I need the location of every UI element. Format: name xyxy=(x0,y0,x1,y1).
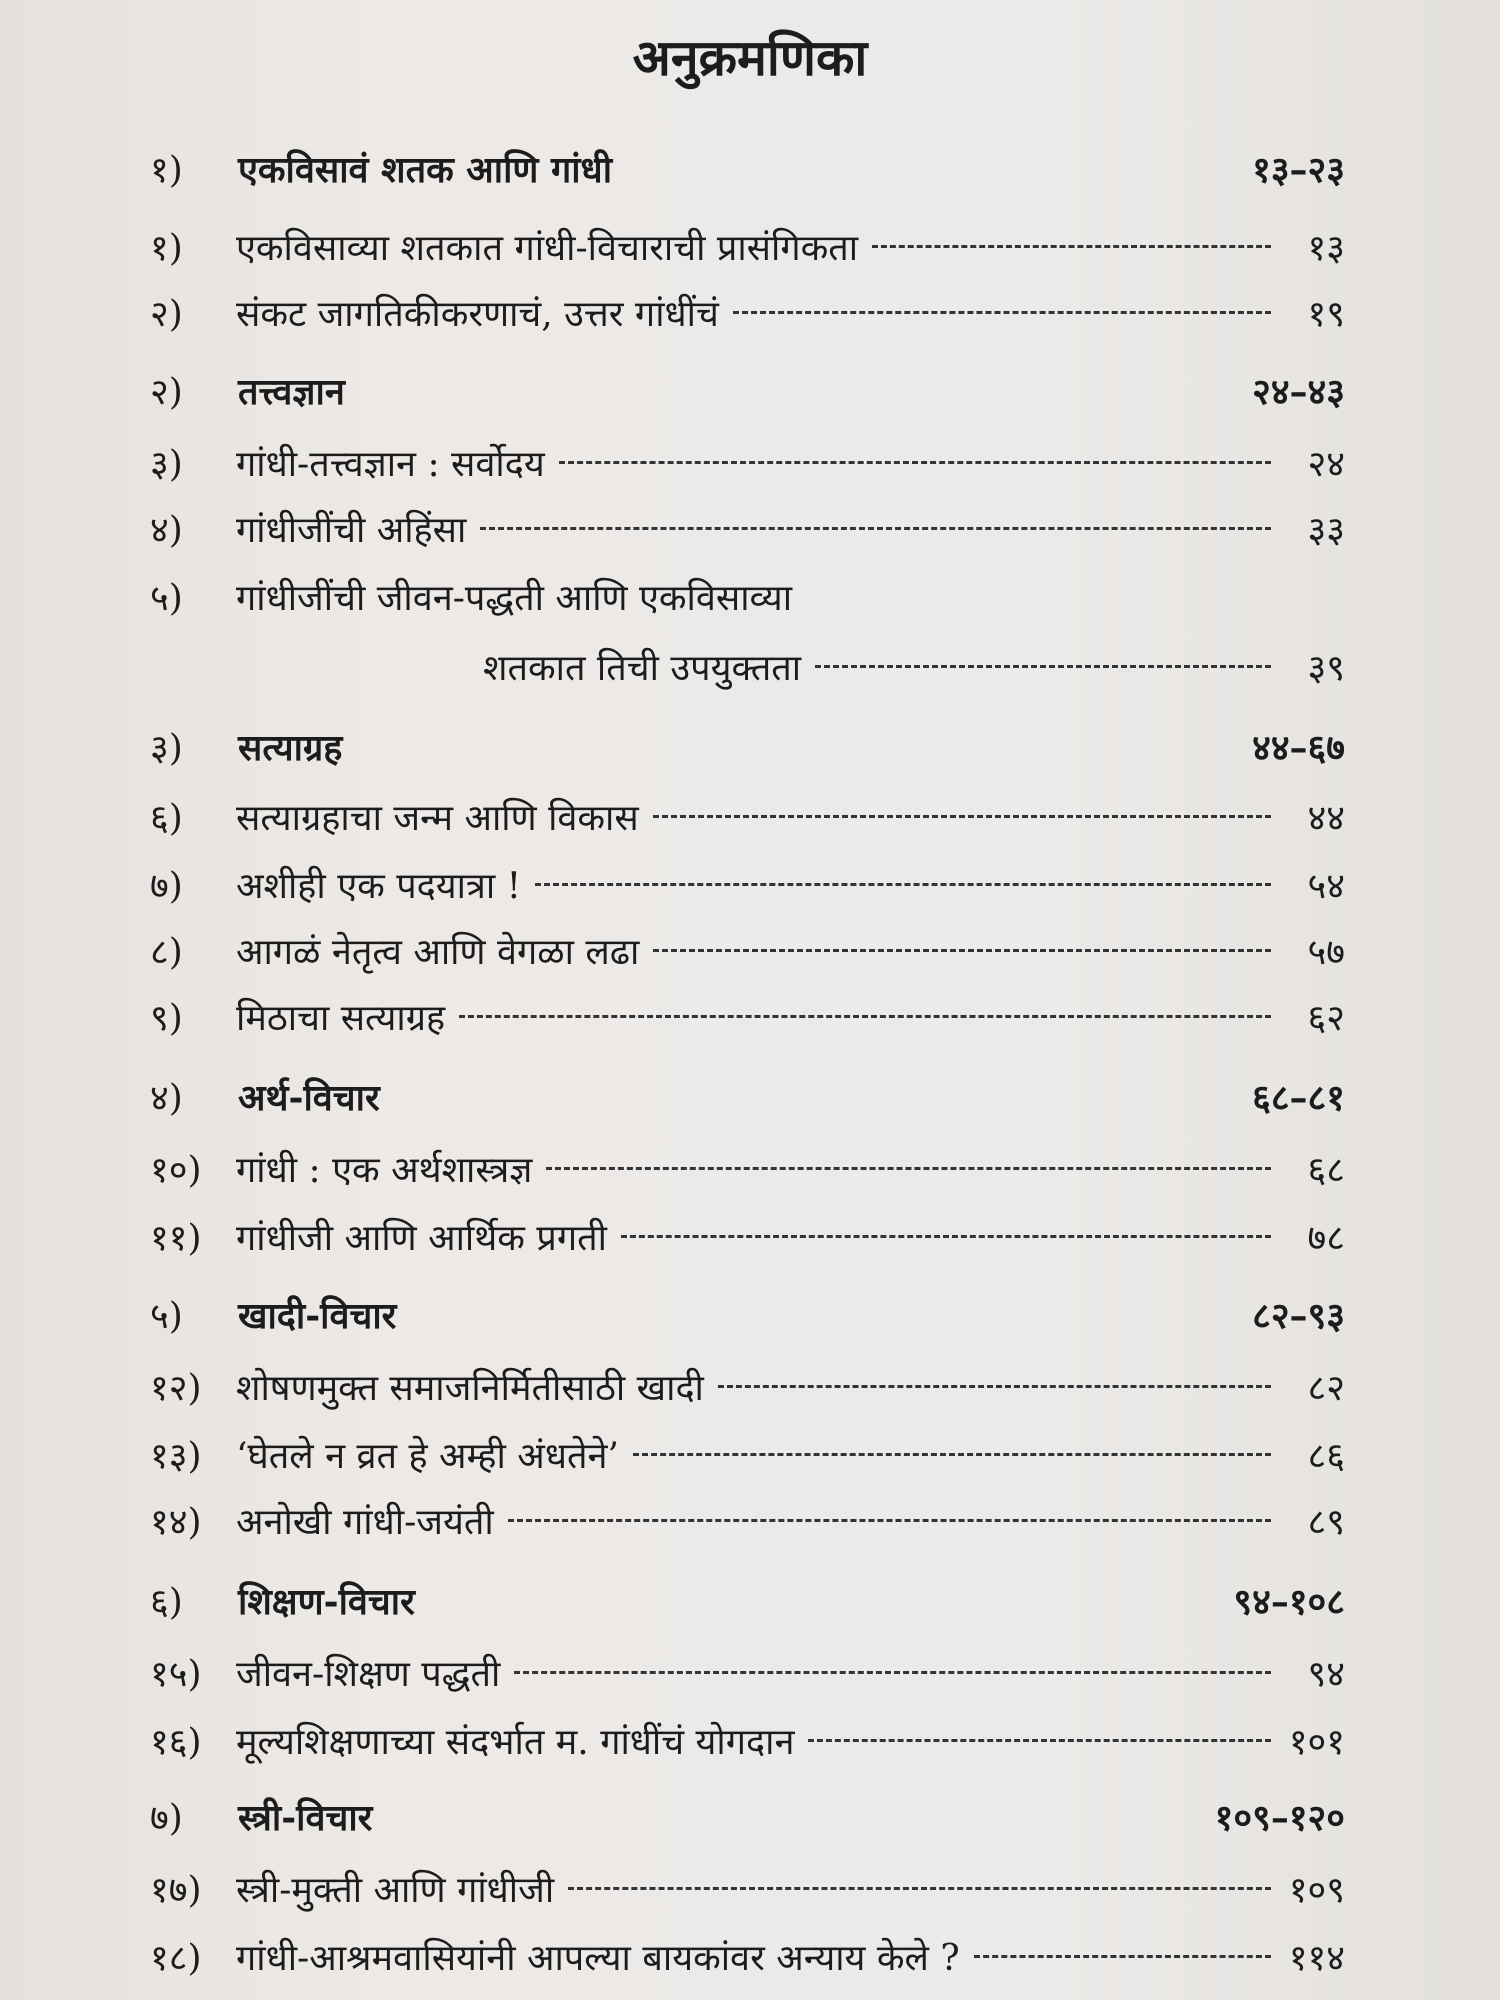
entry-number: ५) xyxy=(150,577,183,619)
toc-section-row xyxy=(150,138,1345,198)
section-title: खादी-विचार xyxy=(238,1294,397,1337)
dash-leader xyxy=(559,461,1271,464)
dash-leader xyxy=(974,1955,1271,1958)
dash-leader xyxy=(535,883,1271,886)
toc-entry-row xyxy=(150,986,1345,1046)
toc-entry-row xyxy=(150,920,1345,980)
section-title: एकविसावं शतक आणि गांधी xyxy=(238,148,613,191)
dash-leader xyxy=(480,527,1271,530)
entry-title: अनोखी गांधी-जयंती xyxy=(236,1501,494,1543)
entry-title: गांधी : एक अर्थशास्त्रज्ञ xyxy=(236,1149,533,1191)
dash-leader xyxy=(633,1453,1271,1456)
entry-page: ७८ xyxy=(1307,1217,1345,1259)
entry-number: १०) xyxy=(150,1149,202,1191)
section-pages: २४–४३ xyxy=(1252,370,1345,413)
entry-page: ६२ xyxy=(1307,997,1345,1039)
entry-page: ११४ xyxy=(1288,1937,1345,1979)
dash-leader xyxy=(568,1887,1271,1890)
section-pages: ४४–६७ xyxy=(1252,726,1345,769)
dash-leader xyxy=(508,1519,1271,1522)
toc-entry-row xyxy=(150,498,1345,558)
entry-title: शोषणमुक्त समाजनिर्मितीसाठी खादी xyxy=(236,1367,704,1409)
section-title: अर्थ-विचार xyxy=(238,1076,380,1119)
page-title: अनुक्रमणिका xyxy=(632,28,868,87)
toc-entry-row xyxy=(150,566,1345,626)
toc-entry-row xyxy=(150,1356,1345,1416)
section-title: शिक्षण-विचार xyxy=(238,1580,415,1623)
entry-page: ५७ xyxy=(1307,931,1345,973)
entry-number: १५) xyxy=(150,1653,202,1695)
toc-entry-row xyxy=(150,854,1345,914)
toc-entry-row xyxy=(150,1858,1345,1918)
entry-page: १०९ xyxy=(1288,1869,1345,1911)
entry-page: ९४ xyxy=(1307,1653,1345,1695)
entry-title: ‘घेतले न व्रत हे अम्ही अंधतेने’ xyxy=(236,1435,619,1477)
section-number: ७) xyxy=(150,1797,183,1839)
toc-section-row xyxy=(150,1066,1345,1126)
entry-title: संकट जागतिकीकरणाचं, उत्तर गांधींचं xyxy=(236,293,719,335)
entry-page: ८२ xyxy=(1307,1367,1345,1409)
entry-number: १२) xyxy=(150,1367,202,1409)
entry-page: ८६ xyxy=(1307,1435,1345,1477)
toc-section-row xyxy=(150,1284,1345,1344)
toc-section-row xyxy=(150,360,1345,420)
dash-leader xyxy=(514,1671,1271,1674)
entry-number: १३) xyxy=(150,1435,202,1477)
entry-title: स्त्री-मुक्ती आणि गांधीजी xyxy=(236,1869,555,1911)
entry-page: ८९ xyxy=(1307,1501,1345,1543)
entry-page: ३३ xyxy=(1307,509,1345,551)
toc-entry-row xyxy=(150,1490,1345,1550)
entry-number: ९) xyxy=(150,997,183,1039)
entry-page: १९ xyxy=(1307,293,1345,335)
entry-title: गांधीजींची अहिंसा xyxy=(236,509,467,551)
dash-leader xyxy=(872,245,1271,248)
section-number: ६) xyxy=(150,1581,183,1623)
entry-number: ८) xyxy=(150,931,183,973)
section-number: ३) xyxy=(150,727,183,769)
section-pages: ६८–८१ xyxy=(1252,1076,1345,1119)
entry-number: ४) xyxy=(150,509,183,551)
entry-title: गांधीजी आणि आर्थिक प्रगती xyxy=(236,1217,607,1259)
entry-title: मिठाचा सत्याग्रह xyxy=(236,997,446,1039)
entry-page: ६८ xyxy=(1307,1149,1345,1191)
entry-title-continuation: शतकात तिची उपयुक्तता xyxy=(483,647,802,689)
entry-page: ५४ xyxy=(1307,865,1345,907)
toc-entry-row xyxy=(150,1138,1345,1198)
section-title: तत्त्वज्ञान xyxy=(238,370,345,413)
toc-entry-row xyxy=(150,786,1345,846)
entry-page: १०१ xyxy=(1288,1721,1345,1763)
entry-title: सत्याग्रहाचा जन्म आणि विकास xyxy=(236,797,639,839)
section-number: ५) xyxy=(150,1295,183,1337)
dash-leader xyxy=(653,815,1271,818)
toc-entry-row xyxy=(150,1710,1345,1770)
section-title: सत्याग्रह xyxy=(238,726,343,769)
entry-number: २) xyxy=(150,293,183,335)
section-title: स्त्री-विचार xyxy=(238,1796,373,1839)
entry-title: अशीही एक पदयात्रा ! xyxy=(236,865,522,907)
dash-leader xyxy=(718,1385,1271,1388)
entry-number: १६) xyxy=(150,1721,202,1763)
section-pages: ८२–९३ xyxy=(1252,1294,1345,1337)
toc-entry-row xyxy=(150,216,1345,276)
entry-page: ४४ xyxy=(1307,797,1345,839)
toc-entry-row xyxy=(150,1206,1345,1266)
entry-page: १३ xyxy=(1307,227,1345,269)
dash-leader xyxy=(621,1235,1271,1238)
section-pages: १०९–१२० xyxy=(1214,1796,1345,1839)
entry-title: गांधी-तत्त्वज्ञान : सर्वोदय xyxy=(236,443,545,485)
entry-title: मूल्यशिक्षणाच्या संदर्भात म. गांधींचं योगदान xyxy=(236,1721,795,1763)
toc-section-row xyxy=(150,716,1345,776)
dash-leader xyxy=(653,949,1271,952)
entry-title: जीवन-शिक्षण पद्धती xyxy=(236,1653,501,1695)
entry-number: १) xyxy=(150,227,183,269)
toc-entry-row xyxy=(150,1642,1345,1702)
toc-entry-row xyxy=(150,1926,1345,1986)
toc-section-row xyxy=(150,1570,1345,1630)
entry-number: ३) xyxy=(150,443,183,485)
section-number: १) xyxy=(150,149,183,191)
entry-page: २४ xyxy=(1307,443,1345,485)
entry-number: ६) xyxy=(150,797,183,839)
section-pages: ९४–१०८ xyxy=(1233,1580,1345,1623)
toc-entry-row xyxy=(150,432,1345,492)
entry-number: १४) xyxy=(150,1501,202,1543)
toc-entry-row xyxy=(150,282,1345,342)
entry-title: गांधी-आश्रमवासियांनी आपल्या बायकांवर अन्याय केले ? xyxy=(236,1937,960,1979)
entry-page: ३९ xyxy=(1307,647,1345,689)
entry-number: ७) xyxy=(150,865,183,907)
toc-section-row xyxy=(150,1786,1345,1846)
toc-entry-row xyxy=(150,1424,1345,1484)
entry-title: गांधीजींची जीवन-पद्धती आणि एकविसाव्या xyxy=(236,577,793,619)
dash-leader xyxy=(546,1167,1271,1170)
entry-number: ११) xyxy=(150,1217,202,1259)
entry-title: एकविसाव्या शतकात गांधी-विचाराची प्रासंगिकता xyxy=(236,227,859,269)
dash-leader xyxy=(733,311,1271,314)
entry-number: १८) xyxy=(150,1937,202,1979)
toc-entry-continuation xyxy=(483,636,1345,696)
section-pages: १३–२३ xyxy=(1252,148,1345,191)
section-number: २) xyxy=(150,371,183,413)
dash-leader xyxy=(808,1739,1271,1742)
entry-title: आगळं नेतृत्व आणि वेगळा लढा xyxy=(236,931,640,973)
dash-leader xyxy=(459,1015,1271,1018)
dash-leader xyxy=(815,665,1271,668)
entry-number: १७) xyxy=(150,1869,202,1911)
section-number: ४) xyxy=(150,1077,183,1119)
